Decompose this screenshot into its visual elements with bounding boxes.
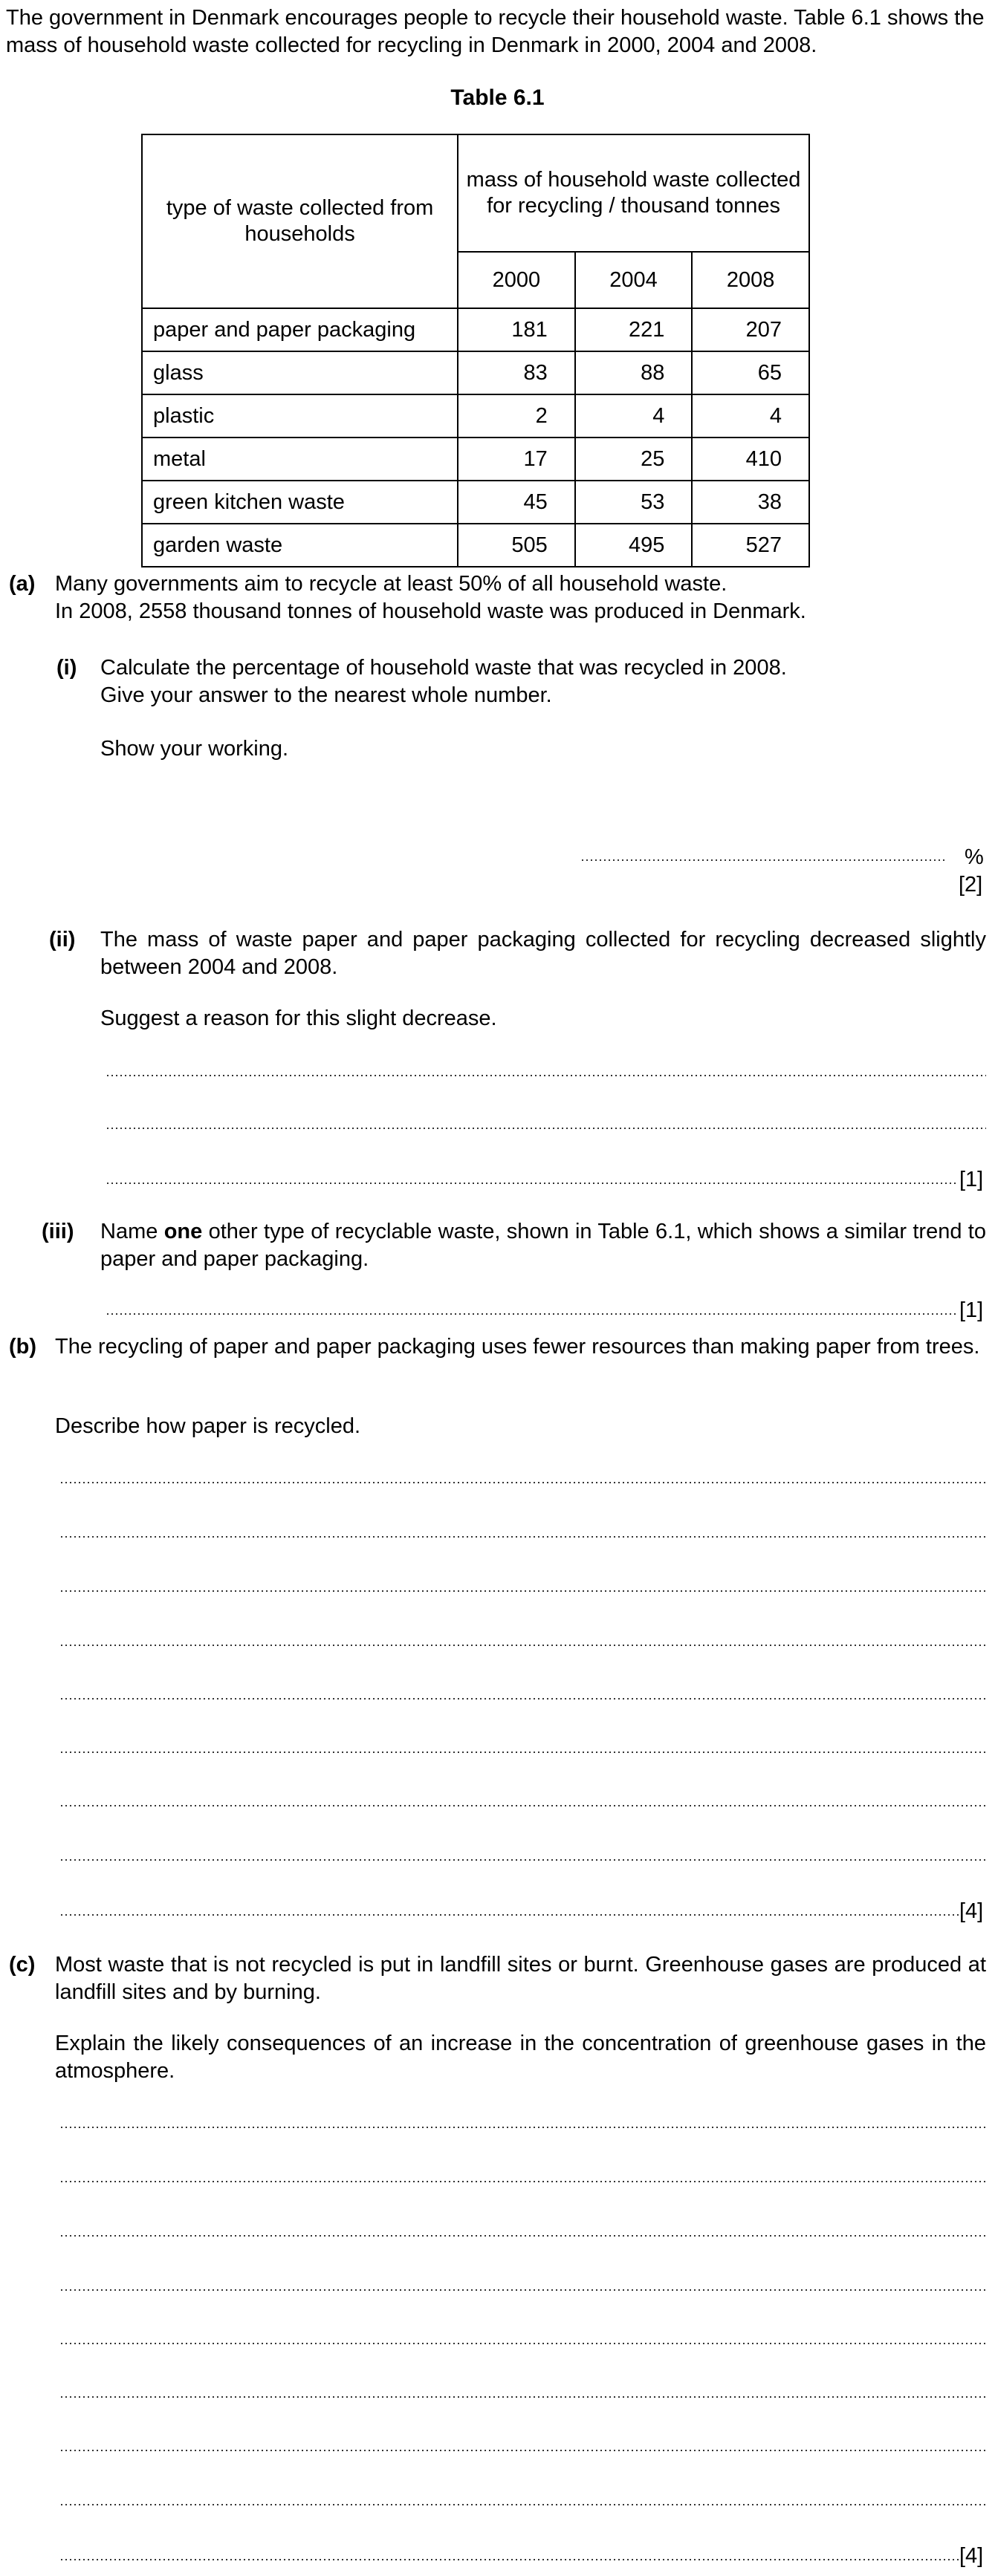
answer-line[interactable] — [59, 1805, 986, 1806]
header-year-2004: 2004 — [575, 252, 693, 308]
table-row — [142, 308, 809, 351]
cell-value: 410 — [692, 438, 809, 481]
cell-value: 65 — [692, 351, 809, 394]
marks-a-iii: [1] — [959, 1298, 984, 1322]
table-row — [142, 481, 809, 524]
answer-line[interactable] — [59, 1482, 986, 1483]
answer-line[interactable] — [59, 2127, 986, 2128]
table-caption: Table 6.1 — [450, 85, 545, 110]
row-type: green kitchen waste — [142, 481, 458, 524]
cell-value: 25 — [575, 438, 693, 481]
part-b-text: The recycling of paper and paper packaging uses fewer resources than making paper from trees. — [55, 1335, 980, 1359]
table-row — [142, 351, 809, 394]
answer-line[interactable] — [106, 1128, 986, 1129]
header-year-2008: 2008 — [692, 252, 809, 308]
answer-line[interactable] — [59, 2235, 986, 2237]
part-a-i-working: Show your working. — [100, 737, 289, 761]
marks-b: [4] — [959, 1899, 984, 1923]
header-waste-type: type of waste collected from households — [142, 134, 458, 308]
row-type: glass — [142, 351, 458, 394]
table-row — [142, 524, 809, 567]
cell-value: 505 — [458, 524, 575, 567]
part-c-prompt: Explain the likely consequences of an increase in the concentration of greenhouse gases in the atmosphere. — [55, 2032, 986, 2083]
part-a-iii-label: (iii) — [42, 1220, 74, 1243]
row-type: paper and paper packaging — [142, 308, 458, 351]
answer-line[interactable] — [106, 1075, 986, 1076]
part-c-label: (c) — [9, 1953, 36, 1977]
cell-value: 53 — [575, 481, 693, 524]
answer-line[interactable] — [106, 1313, 959, 1315]
part-a-i-label: (i) — [56, 656, 77, 680]
row-type: plastic — [142, 394, 458, 438]
part-c-text: Most waste that is not recycled is put in landfill sites or burnt. Greenhouse gases are produced at landfill sites and by burning. — [55, 1953, 986, 2004]
percent-unit: % — [965, 845, 984, 869]
part-a-iii-text-bold: one — [163, 1220, 203, 1243]
cell-value: 495 — [575, 524, 693, 567]
answer-line[interactable] — [580, 859, 947, 861]
table-row — [142, 394, 809, 438]
part-a-i-line1: Calculate the percentage of household waste that was recycled in 2008. — [100, 656, 787, 680]
part-b-prompt: Describe how paper is recycled. — [55, 1414, 361, 1438]
cell-value: 2 — [458, 394, 575, 438]
marks-a-i: [2] — [959, 873, 983, 897]
answer-line[interactable] — [59, 1698, 986, 1700]
part-a-text-line1: Many governments aim to recycle at least 50% of all household waste. — [55, 572, 727, 596]
cell-value: 221 — [575, 308, 693, 351]
part-a-label: (a) — [9, 572, 36, 596]
marks-a-ii: [1] — [959, 1168, 984, 1191]
cell-value: 527 — [692, 524, 809, 567]
answer-line[interactable] — [59, 1859, 986, 1861]
answer-line[interactable] — [59, 2450, 986, 2451]
answer-line[interactable] — [59, 1914, 959, 1916]
cell-value: 4 — [692, 394, 809, 438]
row-type: garden waste — [142, 524, 458, 567]
answer-line[interactable] — [59, 2289, 986, 2291]
waste-table — [141, 134, 810, 567]
part-a-ii-prompt: Suggest a reason for this slight decrease. — [100, 1006, 497, 1030]
part-a-i-line2: Give your answer to the nearest whole number. — [100, 683, 552, 707]
cell-value: 17 — [458, 438, 575, 481]
cell-value: 83 — [458, 351, 575, 394]
row-type: metal — [142, 438, 458, 481]
part-a-ii-label: (ii) — [49, 928, 76, 952]
answer-line[interactable] — [59, 2396, 986, 2398]
answer-line[interactable] — [59, 1590, 986, 1592]
header-year-2000: 2000 — [458, 252, 575, 308]
answer-line[interactable] — [59, 2343, 986, 2344]
answer-line[interactable] — [59, 1752, 986, 1753]
cell-value: 4 — [575, 394, 693, 438]
cell-value: 88 — [575, 351, 693, 394]
answer-line[interactable] — [59, 1645, 986, 1646]
part-a-iii-text-after: other type of recyclable waste, shown in Table 6.1, which shows a similar trend to paper and paper packaging. — [100, 1220, 986, 1271]
part-a-iii-text-before: Name — [100, 1220, 164, 1243]
answer-line[interactable] — [106, 1183, 959, 1184]
answer-line[interactable] — [59, 2504, 986, 2505]
cell-value: 45 — [458, 481, 575, 524]
part-a-text-line2: In 2008, 2558 thousand tonnes of household waste was produced in Denmark. — [55, 599, 806, 623]
answer-line[interactable] — [59, 2181, 986, 2182]
cell-value: 38 — [692, 481, 809, 524]
part-b-label: (b) — [9, 1335, 37, 1359]
answer-line[interactable] — [59, 1536, 986, 1538]
table-header-row — [142, 134, 809, 252]
header-mass: mass of household waste collected for recycling / thousand tonnes — [458, 134, 809, 252]
cell-value: 181 — [458, 308, 575, 351]
part-a-iii-text — [100, 1218, 986, 1273]
marks-c: [4] — [959, 2544, 984, 2568]
answer-line[interactable] — [59, 2559, 959, 2560]
part-a-ii-text: The mass of waste paper and paper packaging collected for recycling decreased slightly between 2004 and 2008. — [100, 928, 986, 979]
intro-text: The government in Denmark encourages people to recycle their household waste. Table 6.1 shows the mass of household waste collected for recycling in Denmark in 2000, 2004 and 2008. — [6, 6, 985, 57]
cell-value: 207 — [692, 308, 809, 351]
table-row — [142, 438, 809, 481]
